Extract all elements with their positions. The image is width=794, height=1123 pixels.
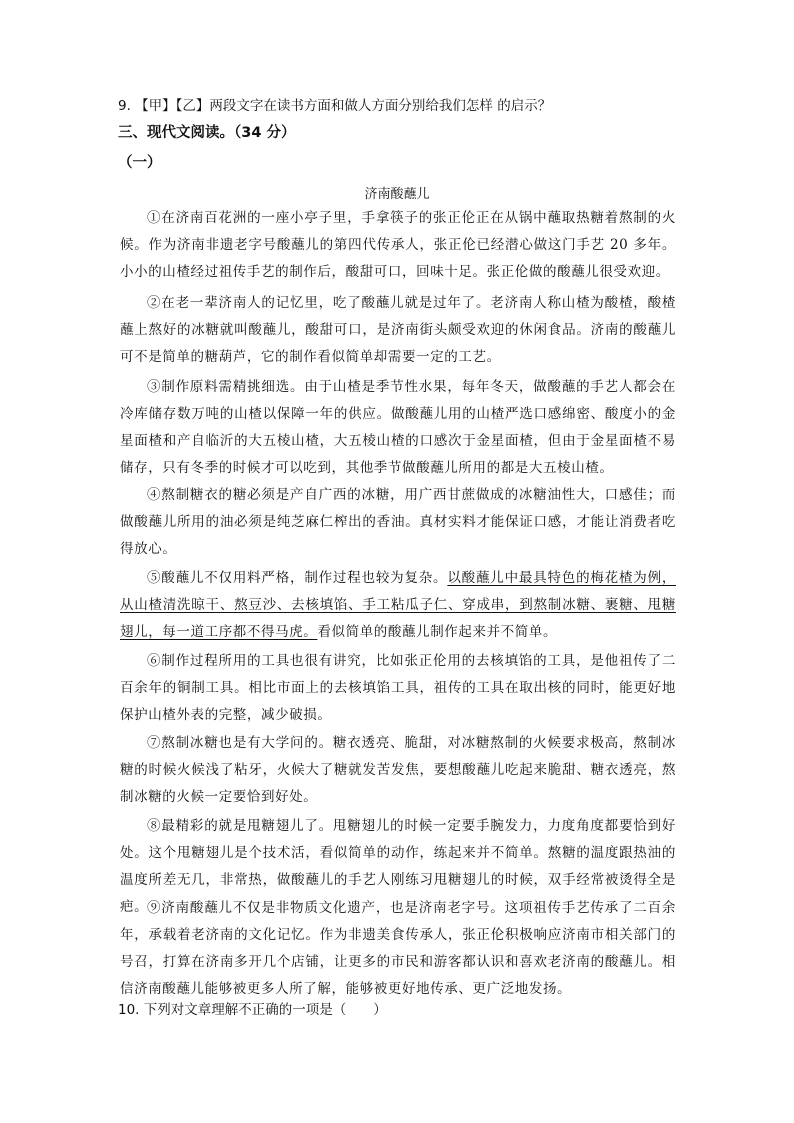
paragraph-2: ②在老一辈济南人的记忆里，吃了酸蘸儿就是过年了。老济南人称山楂为酸楂，酸楂蘸上熬好的冰糖就叫酸蘸儿，酸甜可口，是济南街头颇受欢迎的休闲食品。济南的酸蘸儿可不是简单的糖葫芦，它的制作看似简单却需要一定的工艺。 [120, 295, 676, 365]
paragraph-3: ③制作原料需精挑细选。由于山楂是季节性水果，每年冬天，做酸蘸的手艺人都会在冷库储存数万吨的山楂以保障一年的供应。做酸蘸儿用的山楂严选口感绵密、酸度小的金星面楂和产自临沂的大五棱山楂，大五棱山楂的口感次于金星面楂，但由于金星面楂不易储存，只有冬季的时候才可以吃到，其他季节做酸蘸儿所用的都是大五棱山楂。 [120, 379, 676, 476]
question-9: 9. 【甲】【乙】两段文字在读书方面和做人方面分别给我们怎样 的启示？ [118, 98, 552, 114]
paragraph-6: ⑥制作过程所用的工具也很有讲究，比如张正伦用的去核填馅的工具，是他祖传了二百余年的铜制工具。相比市面上的去核填馅工具，祖传的工具在取出核的同时，能更好地保护山楂外表的完整，减少破损。 [120, 653, 676, 723]
paragraph-5-underlined: 以酸蘸儿中最具特色的梅花楂为例，从山楂清洗晾干、熬豆沙、去核填馅、手工粘瓜子仁、穿成串，到熬制冰糖、裹糖、甩糖翅儿，每一道工序都不得马虎。 [120, 570, 676, 640]
paragraph-1: ①在济南百花洲的一座小亭子里，手拿筷子的张正伦正在从锅中蘸取热糖着熬制的火候。作为济南非遗老字号酸蘸儿的第四代传承人，张正伦已经潜心做这门手艺 20 多年。小小的山楂经过祖传手艺的制作后，酸甜可口，回味十足。张正伦做的酸蘸儿很受欢迎。 [120, 210, 676, 280]
paragraph-5-lead: ⑤酸蘸儿不仅用料严格，制作过程也较为复杂。 [147, 570, 448, 586]
section-title: 三、现代文阅读。（34 分） [118, 125, 296, 141]
paragraph-7: ⑦熬制冰糖也是有大学问的。糖衣透亮、脆甜，对冰糖熬制的火候要求极高，熬制冰糖的时候火候浅了粘牙，火候大了糖就发苦发焦，要想酸蘸儿吃起来脆甜、糖衣透亮，熬制冰糖的火候一定要恰到好处。 [120, 735, 676, 805]
paragraph-8: ⑧最精彩的就是甩糖翅儿了。甩糖翅儿的时候一定要手腕发力，力度角度都要恰到好处。这个甩糖翅儿是个技术活，看似简单的动作，练起来并不简单。熬糖的温度跟热油的温度所差无几，非常热，做酸蘸儿的手艺人刚练习甩糖翅儿的时候，双手经常被烫得全是疤。 [120, 818, 676, 915]
paragraph-9: ⑨济南酸蘸儿不仅是非物质文化遗产，也是济南老字号。这项祖传手艺传承了二百余年，承载着老济南的文化记忆。作为非遗美食传承人，张正伦积极响应济南市相关部门的号召，打算在济南多开几个店铺，让更多的市民和游客都认识和喜欢老济南的酸蘸儿。相信济南酸蘸儿能够被更多人所了解，能够被更好地传承、更广泛地发扬。 [120, 900, 676, 997]
paragraph-5-tail: 看似简单的酸蘸儿制作起来并不简单。 [317, 624, 558, 640]
question-10: 10. 下列对文章理解不正确的一项是（ ） [118, 1002, 387, 1018]
paragraph-5 [120, 565, 676, 646]
article-title: 济南酸蘸儿 [364, 187, 430, 202]
paragraph-4: ④熬制糖衣的糖必须是产自广西的冰糖，用广西甘蔗做成的冰糖油性大，口感佳；而做酸蘸儿所用的油必须是纯芝麻仁榨出的香油。真材实料才能保证口感，才能让消费者吃得放心。 [120, 487, 676, 557]
subsection-label: （一） [118, 155, 162, 171]
